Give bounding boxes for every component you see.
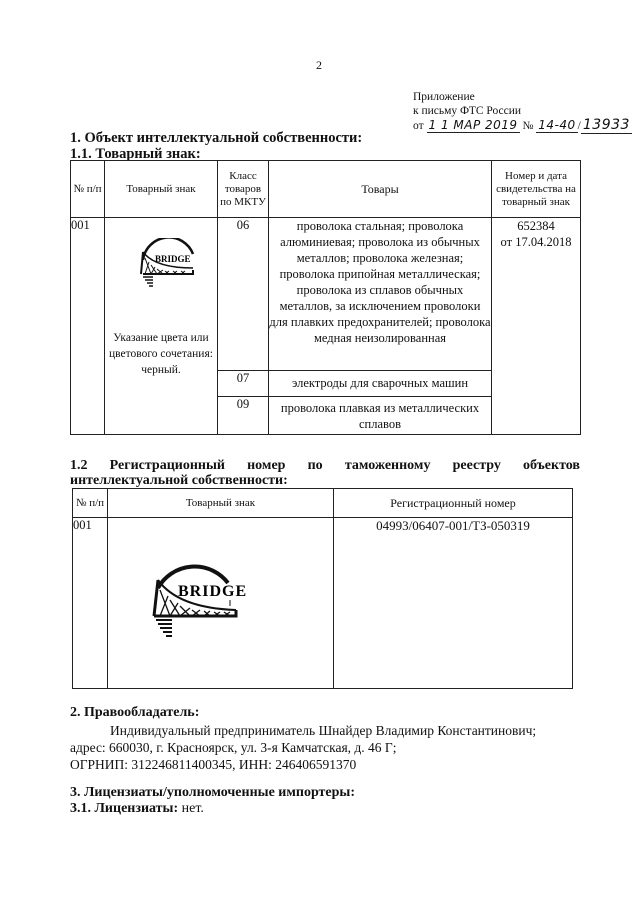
header-class: Класс товаров по МКТУ: [218, 161, 269, 218]
class-09: 09: [218, 397, 269, 435]
row-num: 001: [71, 218, 105, 435]
appendix-line3: от 1 1 МАР 2019 № 14-40 / 13933: [413, 117, 630, 133]
t2-header-reg: Регистрационный номер: [334, 489, 573, 518]
section1-title: 1. Объект интеллектуальной собственности:: [70, 130, 363, 146]
cert-cell: [492, 218, 581, 435]
appendix-number-b: 13933: [582, 117, 630, 133]
class-07: 07: [218, 371, 269, 397]
header-mark: Товарный знак: [105, 161, 218, 218]
trademark-table: [70, 160, 581, 435]
appendix-line1: Приложение: [413, 91, 475, 103]
section3-title: 3. Лицензиаты/уполномоченные импортеры:: [70, 785, 356, 800]
svg-text:BRIDGE: BRIDGE: [178, 583, 248, 600]
t2-row-num: 001: [73, 518, 108, 689]
header-num: № п/п: [71, 161, 105, 218]
color-note: Указание цвета или цветового сочетания: черный.: [109, 332, 213, 376]
t2-trademark-cell: [108, 518, 334, 689]
appendix-block: [413, 90, 632, 133]
section2-title: 2. Правообладатель:: [70, 705, 200, 720]
header-cert: Номер и дата свидетельства на товарный знак: [492, 161, 581, 218]
svg-text:BRIDGE: BRIDGE: [155, 254, 191, 264]
appendix-no-sign: №: [522, 120, 534, 132]
section12-title-line1: 1.2 Регистрационный номер по таможенному реестру объектов: [70, 458, 580, 473]
section11-title: 1.1. Товарный знак:: [70, 146, 201, 162]
bridge-logo-large-icon: [148, 558, 248, 652]
cert-date: от 17.04.2018: [500, 235, 572, 249]
licensees-label: 3.1. Лицензиаты:: [70, 801, 179, 816]
bridge-logo-icon: [135, 238, 199, 294]
appendix-line2: к письму ФТС России: [413, 105, 522, 117]
appendix-number-a: 14-40: [538, 118, 576, 132]
rightholder-address: адрес: 660030, г. Красноярск, ул. 3-я Камчатская, д. 46 Г;: [70, 740, 397, 755]
t2-header-num: № п/п: [73, 489, 108, 518]
appendix-from: от: [413, 120, 424, 132]
section31-line: [70, 801, 204, 817]
header-goods: Товары: [269, 161, 492, 218]
class-06: 06: [218, 218, 269, 371]
page-number: 2: [316, 58, 322, 72]
section12-title-line2: интеллектуальной собственности:: [70, 473, 288, 488]
rightholder-ids: ОГРНИП: 312246811400345, ИНН: 246406591370: [70, 757, 357, 772]
appendix-date-stamp: 1 1 МАР 2019: [428, 118, 518, 132]
goods-07: электроды для сварочных машин: [269, 371, 492, 397]
t2-header-mark: Товарный знак: [108, 489, 334, 518]
section12-title: [70, 458, 580, 488]
customs-registry-table: [72, 488, 573, 689]
trademark-cell: [105, 218, 218, 435]
registration-number: 04993/06407-001/ТЗ-050319: [334, 518, 573, 689]
goods-06: проволока стальная; проволока алюминиевая; проволока из обычных металлов; проволока железная; проволока припойная металлическая; проволока из сплавов обычных металлов, за исключением проволоки для плавких предохранителей; проволока медная неизолированная: [269, 218, 492, 371]
cert-number: 652384: [517, 219, 555, 233]
licensees-value: нет.: [181, 801, 204, 816]
rightholder-name: Индивидуальный предприниматель Шнайдер Владимир Константинович;: [110, 723, 537, 738]
goods-09: проволока плавкая из металлических сплавов: [269, 397, 492, 435]
